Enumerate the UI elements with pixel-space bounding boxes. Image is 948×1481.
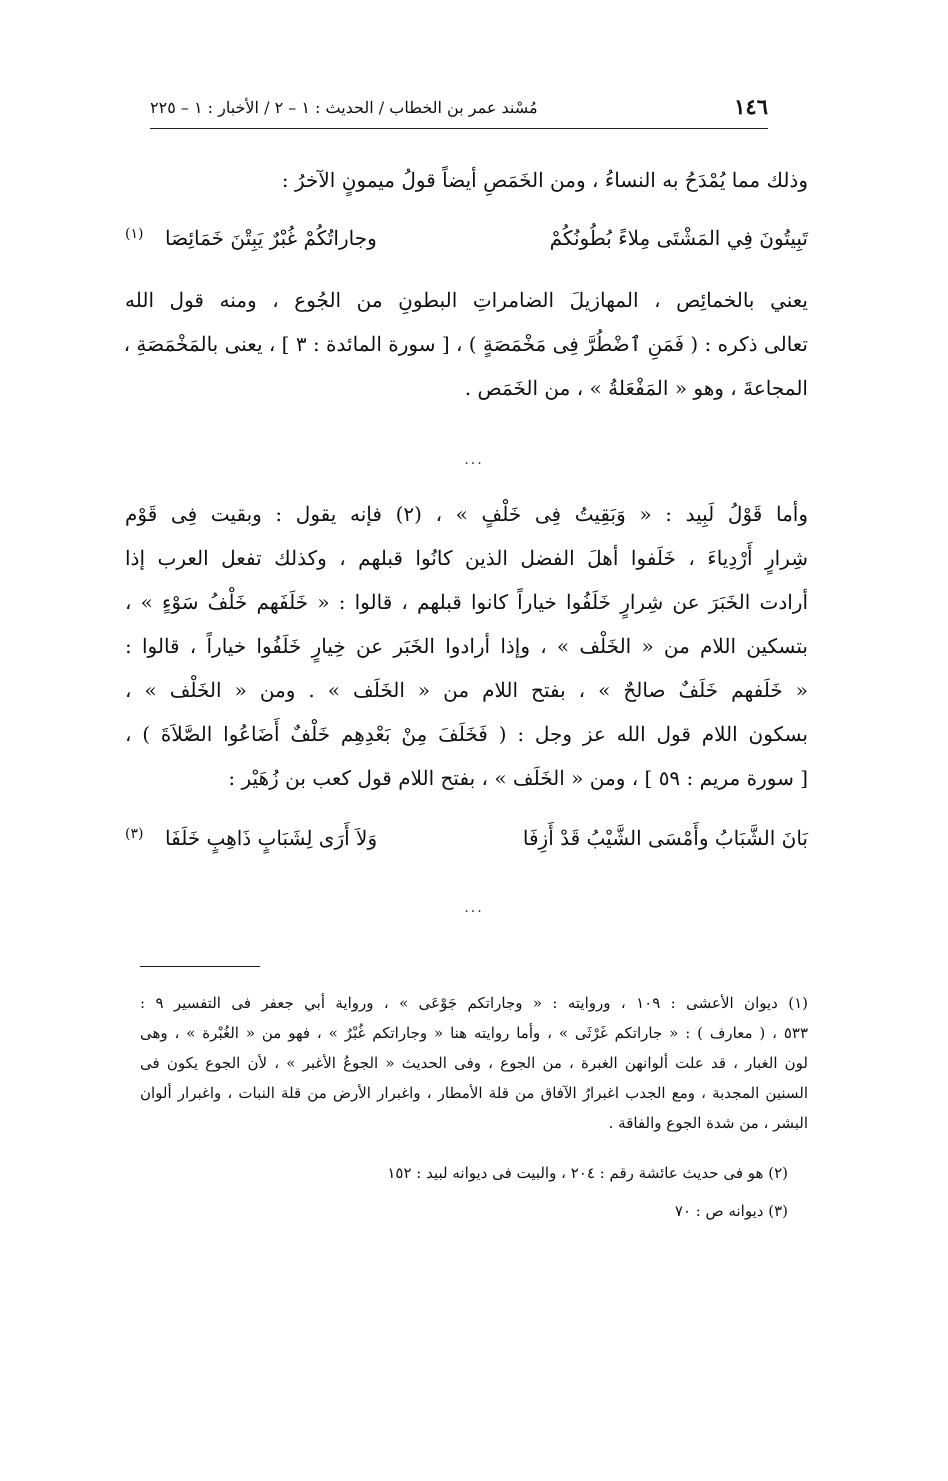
text-line: وذلك مما يُمْدَحُ به النساءُ ، ومن الخَمَصِ أيضاً قولُ ميمونٍ الآخرُ :	[281, 168, 808, 192]
footnote-3: (٣) ديوانه ص : ٧٠	[674, 1202, 788, 1220]
text-line: المجاعةَ ، وهو « المَفْعَلةُ » ، من الخَمَص .	[464, 376, 808, 400]
verse-2	[125, 826, 808, 866]
text-line: تعالى ذكره : ( فَمَنِ ٱضْطُرَّ فِى مَخْمَصَةٍ ) ، [ سورة المائدة : ٣ ] ، يعنى بالمَخْمَصَةِ ،	[123, 332, 808, 356]
text-line: شِرارٍ أَرْدِياءَ ، خَلَفوا أهلَ الفضل الذين كانُوا قبلهم ، وكذلك تفعل العرب إذا	[125, 546, 808, 570]
section-separator: ...	[464, 452, 484, 468]
verse-hemistich-first: تَبِيتُونَ فِي المَشْتَى مِلاءً بُطُونُكُمْ	[549, 226, 808, 250]
footnote-ref: (٣)	[125, 826, 144, 842]
page-header	[150, 96, 768, 129]
page-number: ١٤٦	[734, 94, 768, 119]
verse-hemistich-first: بَانَ الشَّبَابُ وأَمْسَى الشَّيْبُ قَدْ أَزِفَا	[522, 826, 808, 850]
verse-1	[125, 226, 808, 266]
footnote-ref: (١)	[125, 226, 144, 242]
text-line: « خَلَفهم خَلَفٌ صالحٌ » ، بفتح اللام من « الخَلَف » . ومن « الخَلْف » ،	[125, 678, 808, 702]
footnote-2: (٢) هو فى حديث عائشة رقم : ٢٠٤ ، والبيت فى ديوانه لبيد : ١٥٢	[387, 1164, 788, 1182]
footnote-divider	[140, 966, 260, 967]
text-line: بتسكين اللام من « الخَلْف » ، وإذا أرادوا الخَبَر عن خِيارٍ خَلَفُوا خياراً ، قالوا :	[125, 634, 808, 658]
text-line: بسكون اللام قول الله عز وجل : ( فَخَلَفَ مِنْ بَعْدِهِم خَلْفٌ أَضَاعُوا الصَّلاَةَ ) ،	[125, 722, 808, 746]
text-line: [ سورة مريم : ٥٩ ] ، ومن « الخَلَف » ، بفتح اللام قول كعب بن زُهَيْر :	[228, 766, 808, 790]
footnote-line: (١) ديوان الأعشى : ١٠٩ ، وروايته : « وجاراتكم جَوْعَى » ، ورواية أبي جعفر فى التفسير ٩ :	[140, 994, 808, 1012]
footnote-line: البشر ، من شدة الجوع والفاقة .	[608, 1114, 808, 1132]
section-separator: ...	[464, 900, 484, 916]
running-title: مُسْند عمر بن الخطاب / الحديث : ١ – ٢ / الأخبار : ١ – ٢٢٥	[150, 98, 538, 117]
verse-hemistich-second: وَلاَ أَرَى لِشَبَابٍ ذَاهِبٍ خَلَفَا	[165, 826, 378, 850]
text-line: يعني بالخمائِص ، المهازيلَ الضامراتِ البطونِ من الجُوع ، ومنه قول الله	[125, 288, 808, 312]
text-line: وأما قَوْلُ لَبِيد : « وَبَقِيتُ فِى خَلْفٍ » ، (٢) فإنه يقول : وبقيت فِى قَوْم	[125, 502, 808, 526]
verse-hemistich-second: وجاراتُكُمْ غُبْرٌ يَبِتْنَ خَمَائِصَا	[165, 226, 377, 250]
footnote-line: ٥٣٣ ، ( معارف ) : « جاراتكم غَرْثَى » ، وأما روايته هنا « وجاراتكم غُبْرٌ » ، فهو من « الغُبْرة » ، وهى	[140, 1024, 808, 1042]
footnote-line: لون الغبار ، قد علت ألوانهن الغبرة ، من الجوع ، وفى الحديث « الجوعُ الأغبر » ، لأن الجوع يكون فى	[140, 1054, 808, 1072]
footnote-line: السنين المجدبة ، ومع الجدب اغبرارُ الآفاق من قلة الأمطار ، واغبرار الأرض من قلة النبات ، واغبرار ألوان	[140, 1084, 808, 1102]
text-line: أرادت الخَبَرَ عن شِرارٍ خَلَفُوا خياراً كانوا قبلهم ، قالوا : « خَلَفَهم خَلْفُ سَوْءٍ » ،	[125, 590, 808, 614]
